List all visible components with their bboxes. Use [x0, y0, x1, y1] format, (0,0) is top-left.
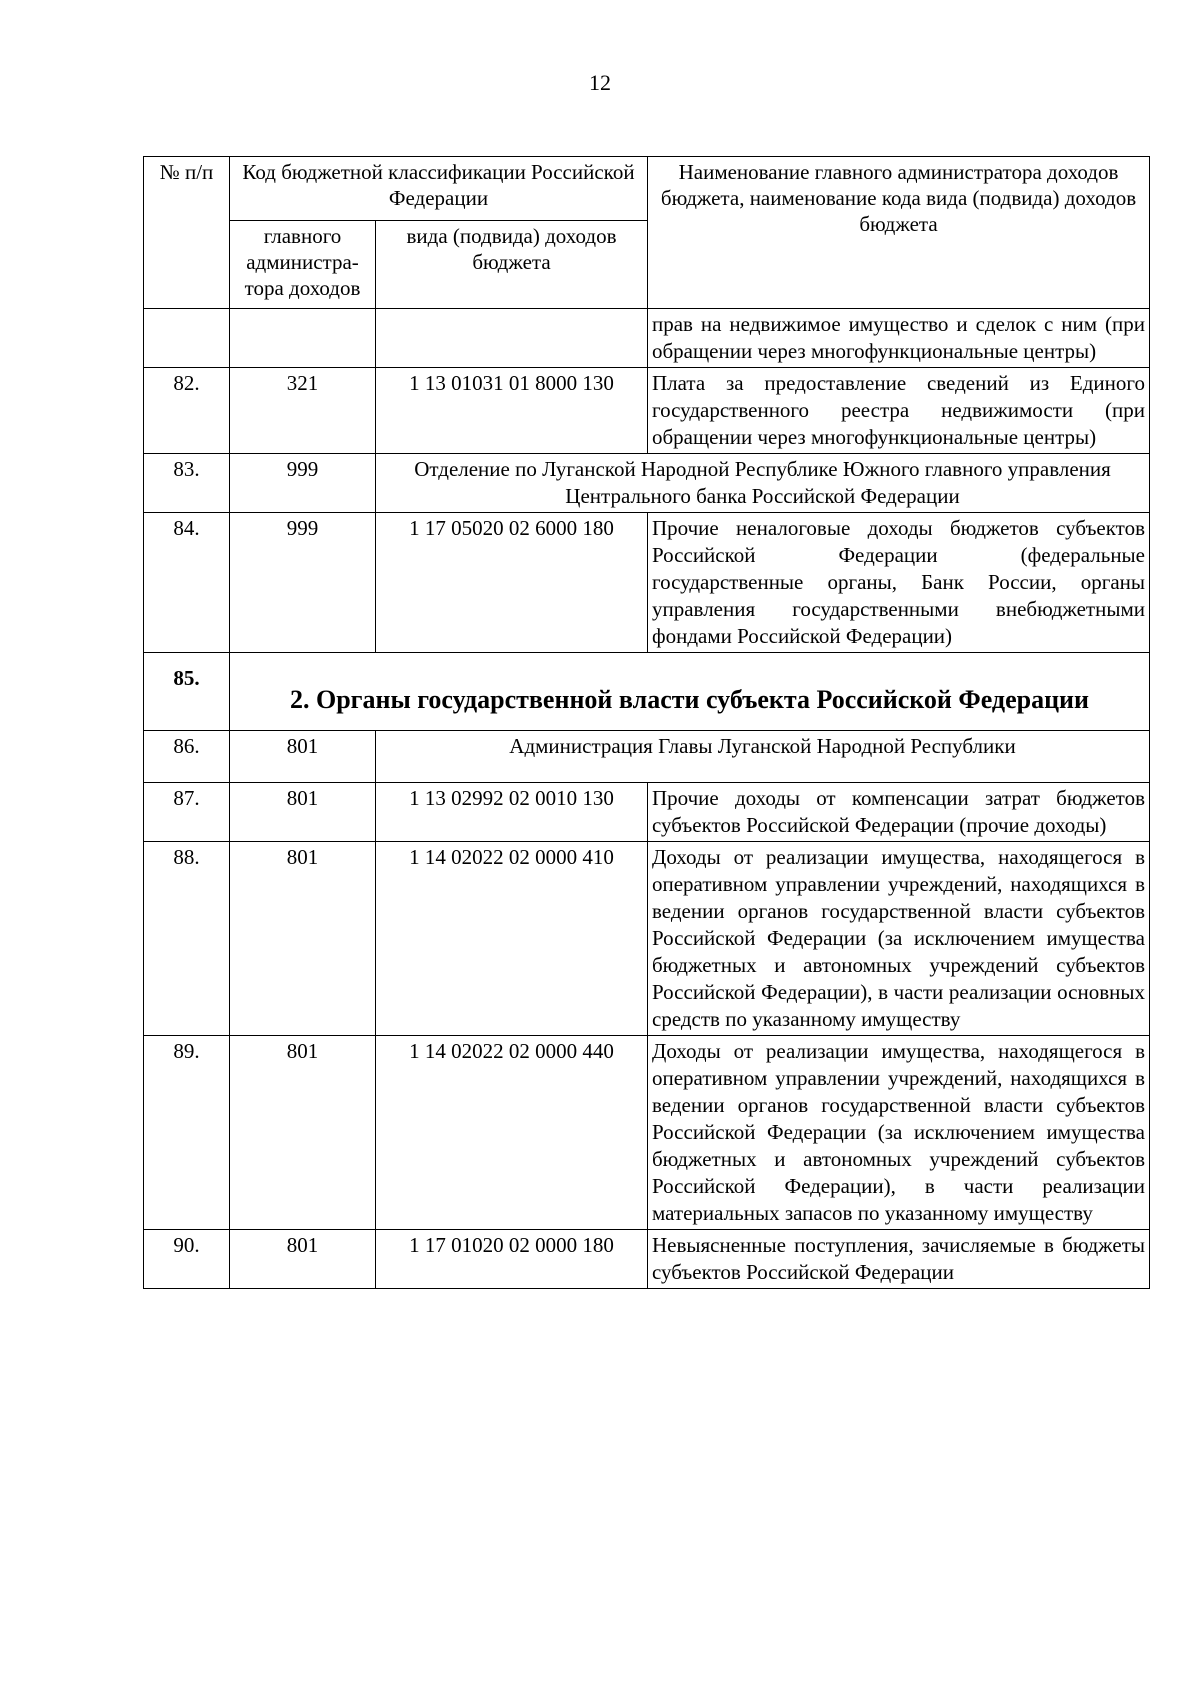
- section-title: 2. Органы государственной власти субъекта Российской Федерации: [230, 653, 1150, 731]
- income-code: 1 17 01020 02 0000 180: [376, 1230, 648, 1289]
- income-code: 1 13 02992 02 0010 130: [376, 783, 648, 842]
- header-admin-code: главного администра-тора доходов: [230, 221, 376, 309]
- row-number: 86.: [144, 731, 230, 783]
- admin-code: 801: [230, 783, 376, 842]
- row-description: Плата за предоставление сведений из Единого государственного реестра недвижимости (при обращении через многофункциональные центры): [648, 368, 1150, 454]
- table-row: [144, 513, 1150, 653]
- row-number: 88.: [144, 842, 230, 1036]
- admin-code: 999: [230, 513, 376, 653]
- row-description: прав на недвижимое имущество и сделок с ним (при обращении через многофункциональные центры): [648, 309, 1150, 368]
- header-income-type-code: вида (подвида) доходов бюджета: [376, 221, 648, 309]
- income-code: 1 13 01031 01 8000 130: [376, 368, 648, 454]
- page-number: 12: [589, 70, 611, 95]
- row-number: 89.: [144, 1036, 230, 1230]
- table-row: [144, 1230, 1150, 1289]
- section-row: [144, 653, 1150, 731]
- admin-code: 321: [230, 368, 376, 454]
- admin-code: 801: [230, 842, 376, 1036]
- admin-code: 801: [230, 1230, 376, 1289]
- row-description: Доходы от реализации имущества, находящегося в оперативном управлении учреждений, находящихся в ведении органов государственной власти субъектов Российской Федерации (за исключением имущества бюджетных и автономных учреждений субъектов Российской Федерации), в части реализации материальных запасов по указанному имуществу: [648, 1036, 1150, 1230]
- row-number: 90.: [144, 1230, 230, 1289]
- table-row: [144, 1036, 1150, 1230]
- row-number: 85.: [144, 653, 230, 731]
- income-code: [376, 309, 648, 368]
- admin-code: [230, 309, 376, 368]
- row-description: Доходы от реализации имущества, находящегося в оперативном управлении учреждений, находящихся в ведении органов государственной власти субъектов Российской Федерации (за исключением имущества бюджетных и автономных учреждений субъектов Российской Федерации), в части реализации основных средств по указанному имуществу: [648, 842, 1150, 1036]
- table-row: [144, 309, 1150, 368]
- row-number: 84.: [144, 513, 230, 653]
- table-row: [144, 454, 1150, 513]
- table-row: [144, 783, 1150, 842]
- header-budget-code: Код бюджетной классификации Российской Федерации: [230, 157, 648, 221]
- administrator-heading: Отделение по Луганской Народной Республике Южного главного управления Центрального банка Российской Федерации: [376, 454, 1150, 513]
- row-number: [144, 309, 230, 368]
- row-description: Прочие доходы от компенсации затрат бюджетов субъектов Российской Федерации (прочие доходы): [648, 783, 1150, 842]
- row-description: Невыясненные поступления, зачисляемые в бюджеты субъектов Российской Федерации: [648, 1230, 1150, 1289]
- admin-code: 801: [230, 1036, 376, 1230]
- administrator-heading: Администрация Главы Луганской Народной Республики: [376, 731, 1150, 783]
- table-row: [144, 368, 1150, 454]
- budget-classification-table: [143, 156, 1150, 1289]
- admin-code: 999: [230, 454, 376, 513]
- income-code: 1 14 02022 02 0000 410: [376, 842, 648, 1036]
- header-name: Наименование главного администратора доходов бюджета, наименование кода вида (подвида) доходов бюджета: [648, 157, 1150, 309]
- row-number: 82.: [144, 368, 230, 454]
- header-row-number: № п/п: [144, 157, 230, 309]
- table-row: [144, 842, 1150, 1036]
- income-code: 1 17 05020 02 6000 180: [376, 513, 648, 653]
- row-number: 87.: [144, 783, 230, 842]
- row-number: 83.: [144, 454, 230, 513]
- admin-code: 801: [230, 731, 376, 783]
- table-row: [144, 731, 1150, 783]
- income-code: 1 14 02022 02 0000 440: [376, 1036, 648, 1230]
- row-description: Прочие неналоговые доходы бюджетов субъектов Российской Федерации (федеральные государственные органы, Банк России, органы управления государственными внебюджетными фондами Российской Федерации): [648, 513, 1150, 653]
